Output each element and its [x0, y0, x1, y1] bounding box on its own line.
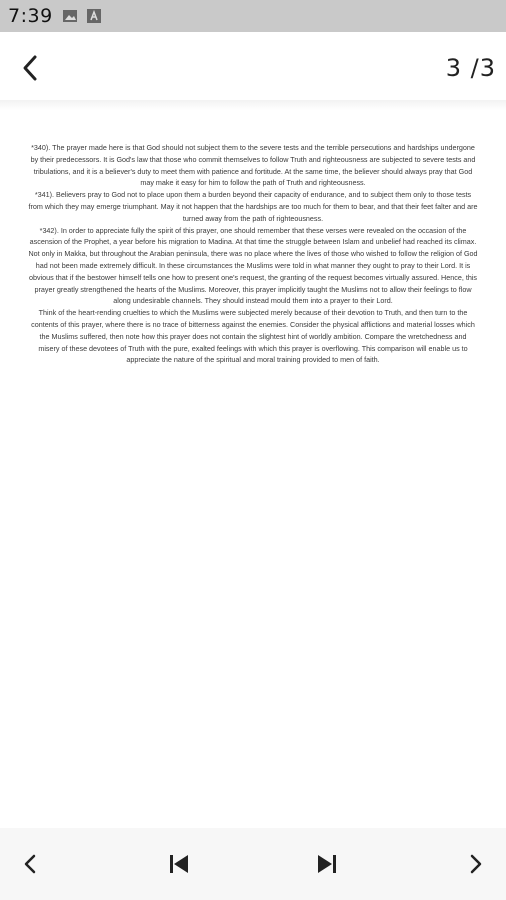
image-icon [63, 9, 77, 23]
status-bar [0, 0, 506, 32]
back-button[interactable] [10, 48, 50, 88]
last-page-button[interactable] [307, 844, 347, 884]
page-jump-controls [159, 844, 347, 884]
bottom-navigation-bar [0, 828, 506, 900]
next-page-button[interactable] [456, 844, 496, 884]
paragraph-continuation: Think of the heart-rending cruelties to which the Muslims were subjected merely because of their devotion to Truth, and then turn to the contents of this prayer, where there is no trace of bitterness against the enemies. Consider the physical afflictions and material losses which the Muslims suffered, then note how this prayer does not contain the slightest hint of worldly ambition. Compare the wretchedness and misery of these devotees of Truth with the pure, exalted feelings with which this prayer is overflowing. This comparison will enable us to appreciate the nature of the spiritual and moral training provided to men of faith. [31, 308, 475, 365]
top-app-bar [0, 32, 506, 104]
skip-first-icon [169, 855, 189, 873]
chevron-left-icon [20, 54, 40, 82]
footnote-340: *340). The prayer made here is that God should not subject them to the severe tests and the terrible persecutions and hardships undergone by their predecessors. It is God's law that those who commit themselves to follow Truth and righteousness are subjected to severe tests and tribulations, and it is a believer's duty to meet them with patience and fortitude. At the same time, the believer should always pray that God may make it easy for him to follow the path of Truth and righteousness. [30, 143, 476, 188]
skip-last-icon [317, 855, 337, 873]
document-page[interactable] [0, 110, 506, 828]
previous-page-button[interactable] [10, 844, 50, 884]
chevron-left-icon [23, 854, 37, 874]
page-text [28, 142, 478, 366]
footnote-342: *342). In order to appreciate fully the spirit of this prayer, one should remember that these verses were revealed on the occasion of the ascension of the Prophet, a year before his migration to Madina. At that time the struggle between Islam and unbelief had reached its climax. Not only in Makka, but throughout the Arabian peninsula, there was no place where the lives of those who wished to follow the religion of God had not been made extremely difficult. In these circumstances the Muslims were told in what manner they ought to pray to their Lord. It is obvious that if the bestower himself tells one how to present one's request, the granting of the request becomes virtually assured. Hence, this prayer greatly strengthened the hearts of the Muslims. Moreover, this prayer implicitly taught the Muslims not to allow their feelings to flow along undesirable channels. They should instead mould them into a prayer to their Lord. [28, 225, 478, 306]
first-page-button[interactable] [159, 844, 199, 884]
chevron-right-icon [469, 854, 483, 874]
top-bar-shadow [0, 100, 506, 110]
page-counter: 3 /3 [445, 54, 496, 82]
status-time: 7:39 [8, 5, 53, 27]
app-a-icon [87, 9, 101, 23]
footnote-341: *341). Believers pray to God not to place upon them a burden beyond their capacity of endurance, and to subject them only to those tests from which they may emerge triumphant. May it not happen that the hardships are too much for them to bear, and that their feet falter and are turned away from the path of righteousness. [28, 190, 478, 223]
